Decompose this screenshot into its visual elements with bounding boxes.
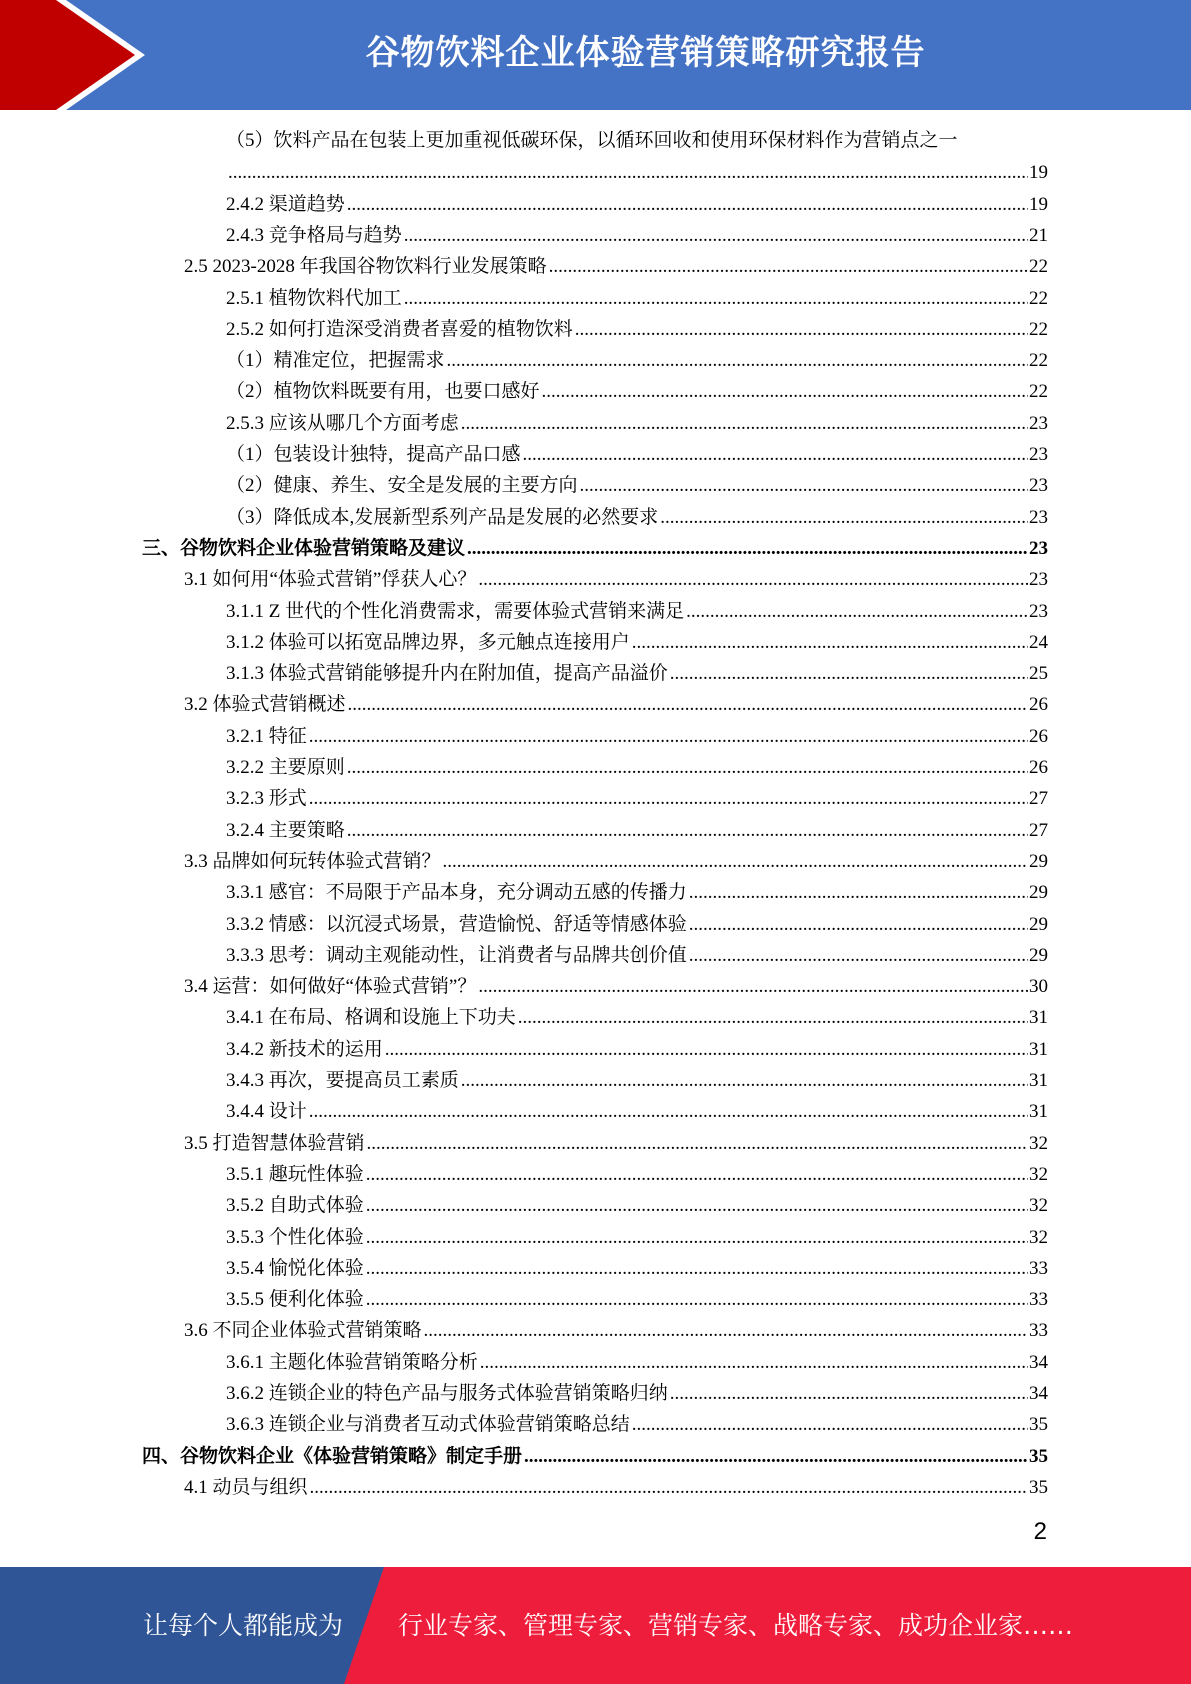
toc-leader-dots [524,1445,1028,1469]
footer-slogan-left: 让每个人都能成为 [143,1611,344,1640]
toc-entry[interactable] [226,1375,1048,1406]
toc-page-number: 30 [1029,976,1048,998]
toc-leader-dots [366,1194,1028,1218]
toc-entry-label: 3.6.2 连锁企业的特色产品与服务式体验营销策略归纳 [226,1383,668,1404]
toc-page-number: 26 [1029,725,1048,747]
toc-entry-label: 3.4.2 新技术的运用 [226,1038,383,1060]
toc-entry[interactable] [226,311,1048,342]
toc-entry[interactable] [142,530,1048,561]
toc-leader-dots [549,255,1028,279]
toc-entry[interactable] [226,749,1048,780]
toc-page-number: 33 [1029,1257,1048,1279]
toc-entry-label: 三、谷物饮料企业体验营销策略及建议 [142,537,466,559]
toc-entry-label: 3.3 品牌如何玩转体验式营销？ [184,850,441,872]
toc-page-number: 19 [1029,193,1048,215]
toc-entry-label: 3.2 体验式营销概述 [184,694,346,716]
toc-entry-label: 2.5.2 如何打造深受消费者喜爱的植物饮料 [226,318,573,340]
toc-entry[interactable] [226,812,1048,843]
toc-entry[interactable] [226,906,1048,937]
toc-entry[interactable] [226,342,1048,373]
toc-page-number: 35 [1029,1445,1048,1467]
toc-entry-wrapped-second-line[interactable] [228,154,1048,185]
toc-leader-dots [518,1006,1028,1030]
toc-leader-dots [228,161,1028,185]
toc-entry-label: 3.1.3 体验式营销能够提升内在附加值，提高产品溢价 [226,663,668,685]
toc-leader-dots [404,224,1028,248]
toc-entry[interactable] [142,1438,1048,1469]
toc-entry[interactable] [226,1406,1048,1437]
toc-entry[interactable] [226,999,1048,1030]
toc-leader-dots [480,1351,1028,1375]
toc-page-number: 23 [1029,600,1048,622]
toc-page-number: 31 [1029,1007,1048,1029]
toc-leader-dots [367,1132,1028,1156]
toc-entry[interactable] [226,499,1048,530]
toc-leader-dots [478,568,1028,592]
toc-entry-label: 3.5.3 个性化体验 [226,1226,364,1248]
toc-leader-dots [542,380,1028,404]
toc-leader-dots [461,1069,1028,1093]
toc-page-number: 29 [1029,944,1048,966]
toc-page-number: 31 [1029,1038,1048,1060]
toc-entry[interactable] [226,436,1048,467]
toc-leader-dots [478,975,1028,999]
toc-entry[interactable] [184,1312,1048,1343]
report-title: 谷物饮料企业体验营销策略研究报告 [365,33,926,73]
toc-entry[interactable] [226,1281,1048,1312]
toc-entry[interactable] [184,686,1048,717]
toc-leader-dots [580,474,1028,498]
toc-page-number: 34 [1029,1351,1048,1373]
toc-leader-dots [660,506,1028,530]
toc-entry-label: （2）植物饮料既要有用，也要口感好 [226,381,540,403]
toc-entry-label: 3.3.2 情感：以沉浸式场景，营造愉悦、舒适等情感体验 [226,913,687,935]
toc-page-number: 24 [1029,631,1048,653]
toc-entry-label: 3.6.1 主题化体验营销策略分析 [226,1351,478,1373]
footer-slogan-right: 行业专家、管理专家、营销专家、战略专家、成功企业家…… [398,1611,1074,1640]
toc-entry-label: 3.4.1 在布局、格调和设施上下功夫 [226,1007,516,1029]
toc-page-number: 32 [1029,1226,1048,1248]
toc-leader-dots [385,1038,1028,1062]
toc-page-number: 25 [1029,663,1048,685]
toc-entry[interactable] [226,874,1048,905]
toc-page-number: 32 [1029,1163,1048,1185]
toc-page-number: 35 [1029,1476,1048,1498]
toc-leader-dots [366,1257,1028,1281]
toc-entry[interactable] [226,655,1048,686]
toc-page-number: 32 [1029,1132,1048,1154]
toc-page-number: 22 [1029,256,1048,278]
toc-entry-label: 4.1 动员与组织 [184,1476,308,1498]
toc-page-number: 23 [1029,506,1048,528]
toc-entry[interactable] [226,1062,1048,1093]
toc-entry[interactable] [226,1250,1048,1281]
toc-leader-dots [689,944,1028,968]
toc-entry[interactable] [184,1469,1048,1500]
toc-leader-dots [309,1100,1028,1124]
toc-leader-dots [523,443,1028,467]
toc-entry[interactable] [226,780,1048,811]
toc-leader-dots [689,913,1028,937]
toc-page-number: 22 [1029,318,1048,340]
page-header [0,0,1191,110]
toc-entry[interactable] [226,467,1048,498]
toc-page-number: 31 [1029,1101,1048,1123]
toc-entry[interactable] [226,624,1048,655]
toc-page-number: 27 [1029,819,1048,841]
toc-entry-label: （3）降低成本,发展新型系列产品是发展的必然要求 [226,506,659,528]
toc-page-number: 26 [1029,757,1048,778]
toc-leader-dots [310,1476,1028,1500]
toc-page-number: 23 [1029,412,1048,434]
toc-page-number: 23 [1029,475,1048,497]
toc-entry-label: 2.5.1 植物饮料代加工 [226,287,402,309]
toc-page-number: 33 [1029,1320,1048,1342]
toc-leader-dots [670,662,1028,686]
header-chevron-decoration [0,0,160,110]
toc-page-number: 22 [1029,350,1048,372]
toc-entry-label: 3.5.5 便利化体验 [226,1289,364,1311]
toc-entry-label: 3.1.1 Z 世代的个性化消费需求，需要体验式营销来满足 [226,600,685,622]
toc-entry-label: 3.4 运营：如何做好“体验式营销”？ [184,976,477,998]
toc-leader-dots [347,193,1028,217]
toc-leader-dots [632,631,1028,655]
toc-leader-dots [632,1413,1028,1437]
toc-entry-label: 3.1 如何用“体验式营销”俘获人心？ [184,569,477,591]
toc-entry[interactable] [226,593,1048,624]
toc-entry[interactable] [184,248,1048,279]
toc-entry-label: 2.5.3 应该从哪几个方面考虑 [226,412,459,434]
toc-entry-label: 3.2.1 特征 [226,725,307,747]
toc-entry[interactable] [226,186,1048,217]
toc-entry[interactable] [184,843,1048,874]
toc-entry-label: 3.2.2 主要原则 [226,757,345,778]
toc-entry-label: 3.2.3 形式 [226,788,307,810]
toc-leader-dots [575,318,1028,342]
toc-entry-label: 2.4.2 渠道趋势 [226,193,345,215]
toc-page-number: 22 [1029,287,1048,309]
toc-leader-dots [467,537,1028,561]
toc-leader-dots [347,819,1028,843]
toc-page-number: 26 [1029,694,1048,716]
toc-entry[interactable] [226,280,1048,311]
toc-entry[interactable] [184,561,1048,592]
toc-page-number: 23 [1029,444,1048,465]
toc-page-number: 35 [1029,1414,1048,1436]
toc-entry[interactable] [226,1187,1048,1218]
toc-entry-label: 3.5.2 自助式体验 [226,1195,364,1217]
toc-leader-dots [686,600,1028,624]
toc-leader-dots [366,1163,1028,1187]
toc-entry-label: 3.5 打造智慧体验营销 [184,1132,365,1154]
toc-entry-wrapped-first-line[interactable]: （5）饮料产品在包装上更加重视低碳环保，以循环回收和使用环保材料作为营销点之一 [226,130,958,151]
toc-leader-dots [670,1382,1028,1406]
toc-entry[interactable] [226,405,1048,436]
toc-leader-dots [424,1319,1028,1343]
toc-entry[interactable] [184,968,1048,999]
toc-page-number: 19 [1029,162,1048,184]
toc-entry[interactable] [226,373,1048,404]
toc-page-number: 33 [1029,1289,1048,1311]
toc-page-number: 31 [1029,1070,1048,1091]
toc-page-number: 29 [1029,882,1048,904]
toc-leader-dots [366,1288,1028,1312]
toc-entry-label: （1）包装设计独特，提高产品口感 [226,444,521,465]
toc-entry-label: （1）精准定位，把握需求 [226,350,445,372]
toc-entry-label: 3.6 不同企业体验式营销策略 [184,1320,422,1342]
toc-entry-label: 3.6.3 连锁企业与消费者互动式体验营销策略总结 [226,1414,630,1436]
toc-entry-label: 3.1.2 体验可以拓宽品牌边界，多元触点连接用户 [226,631,630,653]
toc-page-number: 21 [1029,224,1048,246]
toc-entry-label: 3.5.1 趣玩性体验 [226,1163,364,1185]
toc-leader-dots [309,787,1028,811]
toc-entry[interactable] [226,1344,1048,1375]
toc-leader-dots [461,412,1028,436]
toc-entry-label: （2）健康、养生、安全是发展的主要方向 [226,475,578,497]
toc-entry-label: 3.3.3 思考：调动主观能动性，让消费者与品牌共创价值 [226,944,687,966]
toc-page-number: 23 [1029,569,1048,591]
toc-page-number: 34 [1029,1383,1048,1404]
toc-leader-dots [443,850,1028,874]
toc-leader-dots [309,725,1028,749]
toc-page-number: 29 [1029,850,1048,872]
toc-entry-label: 2.4.3 竞争格局与趋势 [226,224,402,246]
toc-entry[interactable] [226,1031,1048,1062]
toc-entry-label: 3.5.4 愉悦化体验 [226,1257,364,1279]
toc-page-number: 27 [1029,788,1048,810]
toc-entry-label: 3.4.4 设计 [226,1101,307,1123]
toc-entry-label: 3.3.1 感官：不局限于产品本身，充分调动五感的传播力 [226,882,687,904]
toc-entry-label: 3.4.3 再次，要提高员工素质 [226,1070,459,1091]
toc-page-number: 32 [1029,1195,1048,1217]
toc-leader-dots [404,287,1028,311]
toc-leader-dots [348,693,1028,717]
toc-leader-dots [447,349,1028,373]
toc-leader-dots [689,881,1028,905]
toc-page-number: 23 [1029,537,1048,559]
toc-entry[interactable] [184,1125,1048,1156]
page-number: 2 [1033,1518,1047,1545]
toc-entry[interactable] [226,1219,1048,1250]
toc-entry[interactable] [226,718,1048,749]
toc-leader-dots [347,756,1028,780]
toc-entry[interactable] [226,217,1048,248]
toc-entry-label: 2.5 2023-2028 年我国谷物饮料行业发展策略 [184,256,547,278]
toc-entry-label: 四、谷物饮料企业《体验营销策略》制定手册 [142,1445,523,1467]
toc-leader-dots [366,1226,1028,1250]
toc-page-number: 22 [1029,381,1048,403]
toc-entry[interactable] [226,937,1048,968]
toc-page-number: 29 [1029,913,1048,935]
toc-entry[interactable] [226,1093,1048,1124]
page-footer [0,1567,1191,1684]
toc-entry[interactable] [226,1156,1048,1187]
toc-entry-label: 3.2.4 主要策略 [226,819,345,841]
